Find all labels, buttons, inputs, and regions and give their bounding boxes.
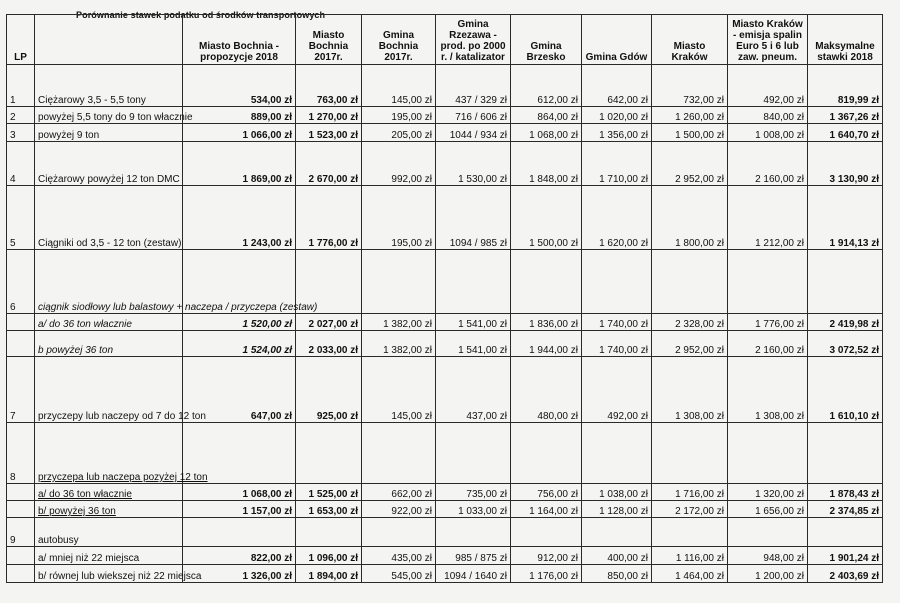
cell-bochnia-proposal: 1 520,00 zł [183,314,296,331]
cell-empty [362,423,436,484]
cell-bochnia-proposal: 1 068,00 zł [183,484,296,501]
cell-gmina-bochnia: 145,00 zł [362,357,436,423]
cell-bochnia-2017: 2 670,00 zł [296,142,362,186]
cell-krakow-euro: 1 656,00 zł [728,501,808,518]
cell-gmina-bochnia: 662,00 zł [362,484,436,501]
cell-brzesko: 756,00 zł [511,484,582,501]
cell-brzesko: 1 068,00 zł [511,124,582,142]
cell-max-rate: 1 367,26 zł [808,107,883,124]
cell-krakow: 2 172,00 zł [652,501,728,518]
cell-empty [296,423,362,484]
cell-bochnia-2017: 1 653,00 zł [296,501,362,518]
cell-brzesko: 1 836,00 zł [511,314,582,331]
cell-gmina-bochnia: 195,00 zł [362,107,436,124]
cell-krakow: 1 116,00 zł [652,547,728,565]
header-max-rates: Maksymalne stawki 2018 [808,15,883,65]
cell-krakow-euro: 1 776,00 zł [728,314,808,331]
cell-gmina-bochnia: 145,00 zł [362,65,436,107]
cell-bochnia-proposal: 1 524,00 zł [183,331,296,357]
cell-empty [296,518,362,547]
cell-max-rate: 3 072,52 zł [808,331,883,357]
cell-gdow: 1 740,00 zł [582,314,652,331]
cell-empty [436,518,511,547]
cell-gdow: 1 020,00 zł [582,107,652,124]
cell-gdow: 1 740,00 zł [582,331,652,357]
document-title: Porównanie stawek podatku od środków transportowych [76,10,326,20]
cell-krakow-euro: 2 160,00 zł [728,142,808,186]
cell-krakow: 732,00 zł [652,65,728,107]
cell-krakow: 2 952,00 zł [652,331,728,357]
row-label: autobusy [35,518,183,547]
cell-max-rate: 819,99 zł [808,65,883,107]
cell-gmina-bochnia: 195,00 zł [362,186,436,250]
cell-bochnia-proposal: 1 243,00 zł [183,186,296,250]
cell-rzezawa: 1 541,00 zł [436,331,511,357]
cell-max-rate: 1 610,10 zł [808,357,883,423]
cell-bochnia-proposal: 889,00 zł [183,107,296,124]
row-lp: 8 [7,423,35,484]
row-lp: 9 [7,518,35,547]
row-label: przyczepy lub naczepy od 7 do 12 ton [35,357,183,423]
row-label: Ciężarowy powyżej 12 ton DMC [35,142,183,186]
cell-max-rate: 2 403,69 zł [808,565,883,583]
cell-bochnia-proposal: 534,00 zł [183,65,296,107]
cell-gmina-bochnia: 1 382,00 zł [362,314,436,331]
cell-gdow: 1 038,00 zł [582,484,652,501]
cell-empty [436,423,511,484]
cell-bochnia-2017: 925,00 zł [296,357,362,423]
header-bochnia-2017: Miasto Bochnia 2017r. [296,15,362,65]
cell-bochnia-2017: 1 776,00 zł [296,186,362,250]
table-row [7,142,883,186]
table-row-group-header [7,518,883,547]
cell-krakow-euro: 2 160,00 zł [728,331,808,357]
table-row [7,65,883,107]
cell-krakow-euro: 1 308,00 zł [728,357,808,423]
header-bochnia-proposal: Miasto Bochnia - propozycje 2018 [183,15,296,65]
row-label: Ciągniki od 3,5 - 12 ton (zestaw) [35,186,183,250]
row-label: powyżej 9 ton [35,124,183,142]
table-row [7,314,883,331]
row-label: Ciężarowy 3,5 - 5,5 tony [35,65,183,107]
cell-bochnia-proposal: 1 157,00 zł [183,501,296,518]
cell-bochnia-2017: 1 894,00 zł [296,565,362,583]
cell-bochnia-2017: 2 033,00 zł [296,331,362,357]
cell-empty [582,250,652,314]
cell-rzezawa: 1094 / 985 zł [436,186,511,250]
cell-bochnia-proposal: 822,00 zł [183,547,296,565]
cell-krakow-euro: 1 200,00 zł [728,565,808,583]
cell-rzezawa: 985 / 875 zł [436,547,511,565]
cell-max-rate: 1 914,13 zł [808,186,883,250]
header-lp: LP [7,15,35,65]
cell-krakow-euro: 1 320,00 zł [728,484,808,501]
row-label: b powyżej 36 ton [35,331,183,357]
cell-bochnia-proposal: 1 326,00 zł [183,565,296,583]
row-lp: 4 [7,142,35,186]
cell-max-rate: 1 878,43 zł [808,484,883,501]
cell-brzesko: 1 164,00 zł [511,501,582,518]
row-lp: 3 [7,124,35,142]
cell-gdow: 1 710,00 zł [582,142,652,186]
table-row [7,331,883,357]
cell-bochnia-2017: 2 027,00 zł [296,314,362,331]
cell-krakow: 2 952,00 zł [652,142,728,186]
cell-empty [362,250,436,314]
cell-max-rate: 1 640,70 zł [808,124,883,142]
cell-empty [582,518,652,547]
cell-max-rate: 2 419,98 zł [808,314,883,331]
cell-krakow-euro: 948,00 zł [728,547,808,565]
cell-krakow: 1 308,00 zł [652,357,728,423]
cell-gmina-bochnia: 1 382,00 zł [362,331,436,357]
cell-max-rate: 3 130,90 zł [808,142,883,186]
cell-krakow: 2 328,00 zł [652,314,728,331]
cell-gdow: 850,00 zł [582,565,652,583]
row-lp [7,547,35,565]
cell-krakow-euro: 492,00 zł [728,65,808,107]
cell-gmina-bochnia: 922,00 zł [362,501,436,518]
row-label: b/ powyżej 36 ton [35,501,183,518]
cell-empty [511,518,582,547]
cell-brzesko: 1 848,00 zł [511,142,582,186]
row-label: powyżej 5,5 tony do 9 ton włacznie [35,107,183,124]
row-lp [7,484,35,501]
row-lp: 5 [7,186,35,250]
cell-gdow: 400,00 zł [582,547,652,565]
cell-rzezawa: 1044 / 934 zł [436,124,511,142]
header-row [7,15,883,65]
table-row [7,547,883,565]
cell-bochnia-2017: 763,00 zł [296,65,362,107]
cell-krakow: 1 500,00 zł [652,124,728,142]
cell-krakow-euro: 840,00 zł [728,107,808,124]
cell-gmina-bochnia: 545,00 zł [362,565,436,583]
cell-bochnia-2017: 1 096,00 zł [296,547,362,565]
cell-rzezawa: 1 530,00 zł [436,142,511,186]
cell-gmina-bochnia: 992,00 zł [362,142,436,186]
cell-gdow: 1 620,00 zł [582,186,652,250]
row-label: przyczepa lub naczepa pozyżej 12 ton [35,423,183,484]
cell-rzezawa: 735,00 zł [436,484,511,501]
row-label: a/ do 36 ton włacznie [35,314,183,331]
row-lp: 7 [7,357,35,423]
tax-rates-table [6,14,883,583]
table-row [7,107,883,124]
cell-krakow: 1 716,00 zł [652,484,728,501]
cell-bochnia-2017: 1 270,00 zł [296,107,362,124]
cell-bochnia-2017: 1 523,00 zł [296,124,362,142]
cell-krakow: 1 800,00 zł [652,186,728,250]
cell-rzezawa: 437,00 zł [436,357,511,423]
cell-rzezawa: 1 033,00 zł [436,501,511,518]
row-lp [7,314,35,331]
cell-empty [511,250,582,314]
cell-empty [808,423,883,484]
cell-krakow-euro: 1 008,00 zł [728,124,808,142]
cell-brzesko: 912,00 zł [511,547,582,565]
table-row [7,484,883,501]
table-row-group-header [7,250,883,314]
table-row [7,565,883,583]
cell-empty [728,423,808,484]
row-label: ciągnik siodłowy lub balastowy + naczepa / przyczepa (zestaw) [35,250,183,314]
row-lp [7,501,35,518]
cell-brzesko: 1 176,00 zł [511,565,582,583]
cell-empty [582,423,652,484]
row-lp: 6 [7,250,35,314]
cell-gmina-bochnia: 435,00 zł [362,547,436,565]
table-row [7,186,883,250]
cell-krakow: 1 464,00 zł [652,565,728,583]
header-gdow: Gmina Gdów [582,15,652,65]
header-brzesko: Gmina Brzesko [511,15,582,65]
cell-bochnia-proposal: 647,00 zł [183,357,296,423]
cell-gdow: 1 128,00 zł [582,501,652,518]
cell-brzesko: 612,00 zł [511,65,582,107]
row-lp [7,565,35,583]
cell-brzesko: 1 944,00 zł [511,331,582,357]
cell-gdow: 642,00 zł [582,65,652,107]
cell-gdow: 1 356,00 zł [582,124,652,142]
table-row [7,124,883,142]
cell-max-rate: 2 374,85 zł [808,501,883,518]
cell-empty [728,518,808,547]
cell-empty [652,423,728,484]
header-label-blank [35,15,183,65]
row-lp [7,331,35,357]
cell-empty [652,518,728,547]
row-label: a/ do 36 ton włacznie [35,484,183,501]
cell-empty [183,518,296,547]
cell-gmina-bochnia: 205,00 zł [362,124,436,142]
cell-gdow: 492,00 zł [582,357,652,423]
cell-empty [728,250,808,314]
table-row-group-header [7,423,883,484]
table-row [7,501,883,518]
row-label: b/ równej lub wiekszej niż 22 miejsca [35,565,183,583]
cell-rzezawa: 716 / 606 zł [436,107,511,124]
cell-bochnia-proposal: 1 869,00 zł [183,142,296,186]
header-rzezawa: Gmina Rzezawa - prod. po 2000 r. / katalizator [436,15,511,65]
header-krakow: Miasto Kraków [652,15,728,65]
cell-empty [511,423,582,484]
cell-brzesko: 864,00 zł [511,107,582,124]
cell-bochnia-proposal: 1 066,00 zł [183,124,296,142]
cell-bochnia-2017: 1 525,00 zł [296,484,362,501]
cell-rzezawa: 1 541,00 zł [436,314,511,331]
header-krakow-euro: Miasto Kraków - emisja spalin Euro 5 i 6 lub zaw. pneum. [728,15,808,65]
cell-krakow-euro: 1 212,00 zł [728,186,808,250]
cell-rzezawa: 437 / 329 zł [436,65,511,107]
row-lp: 2 [7,107,35,124]
header-gmina-bochnia: Gmina Bochnia 2017r. [362,15,436,65]
cell-brzesko: 480,00 zł [511,357,582,423]
cell-max-rate: 1 901,24 zł [808,547,883,565]
cell-brzesko: 1 500,00 zł [511,186,582,250]
cell-empty [808,518,883,547]
cell-empty [808,250,883,314]
table-row [7,357,883,423]
cell-krakow: 1 260,00 zł [652,107,728,124]
row-label: a/ mniej niż 22 miejsca [35,547,183,565]
cell-empty [652,250,728,314]
cell-rzezawa: 1094 / 1640 zł [436,565,511,583]
cell-empty [436,250,511,314]
cell-empty [362,518,436,547]
row-lp: 1 [7,65,35,107]
